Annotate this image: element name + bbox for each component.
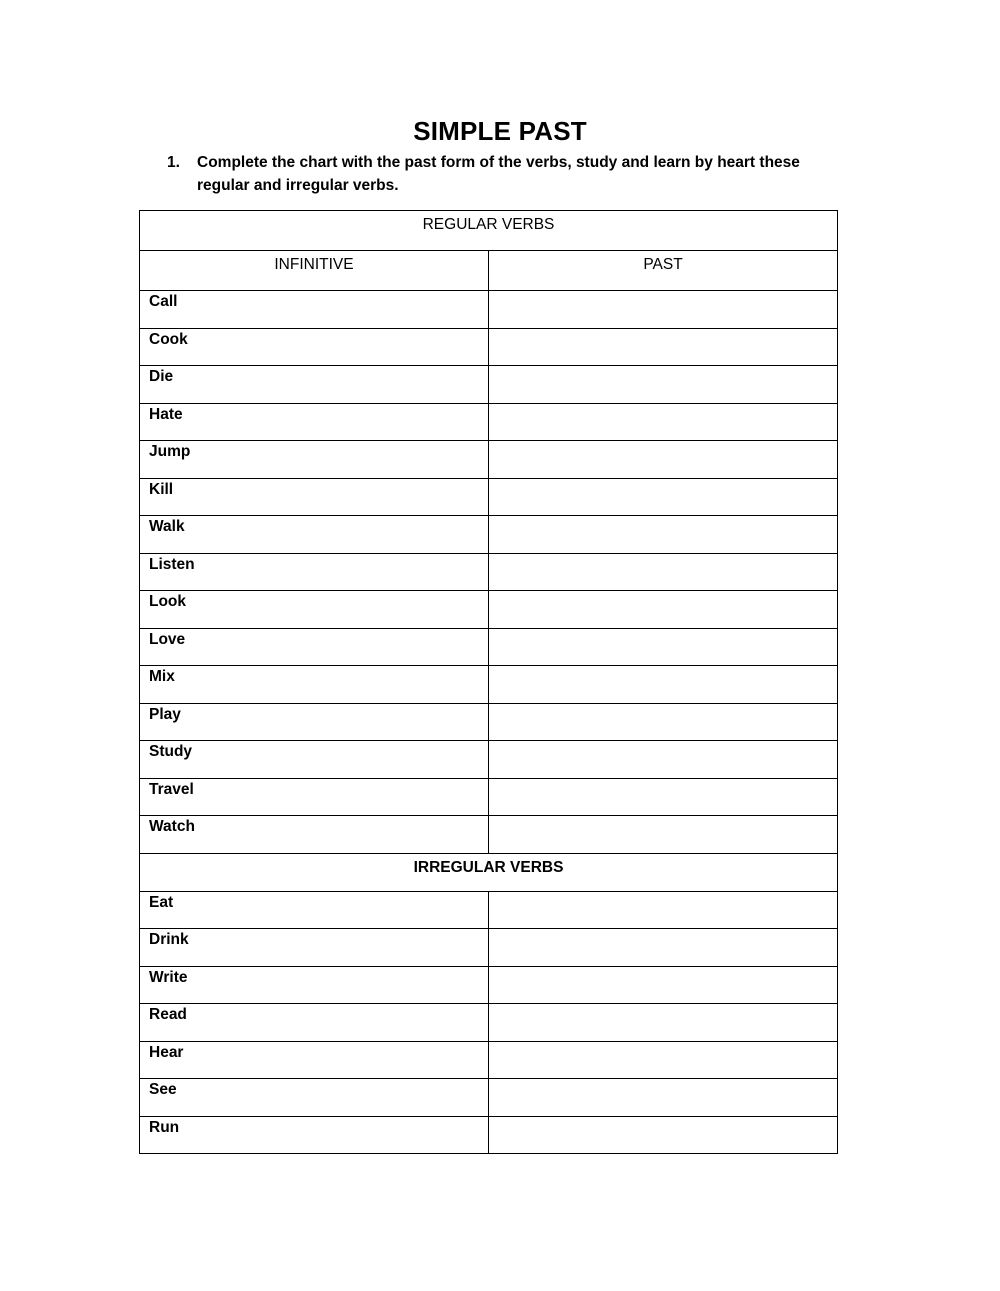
past-answer-cell[interactable] [489, 966, 838, 1004]
table-row [140, 703, 838, 741]
infinitive-cell: Die [140, 366, 489, 404]
infinitive-cell: Watch [140, 816, 489, 854]
past-answer-cell[interactable] [489, 478, 838, 516]
verb-chart [139, 210, 838, 1154]
infinitive-cell: Read [140, 1004, 489, 1042]
table-row [140, 591, 838, 629]
irregular-verbs-heading: IRREGULAR VERBS [140, 853, 838, 891]
past-answer-cell[interactable] [489, 516, 838, 554]
past-answer-cell[interactable] [489, 929, 838, 967]
table-row [140, 1079, 838, 1117]
past-answer-cell[interactable] [489, 291, 838, 329]
past-answer-cell[interactable] [489, 891, 838, 929]
table-row [140, 891, 838, 929]
infinitive-cell: Write [140, 966, 489, 1004]
past-answer-cell[interactable] [489, 816, 838, 854]
infinitive-cell: Look [140, 591, 489, 629]
table-row [140, 366, 838, 404]
infinitive-cell: Study [140, 741, 489, 779]
page-title: SIMPLE PAST [413, 116, 587, 146]
table-row [140, 628, 838, 666]
past-answer-cell[interactable] [489, 1079, 838, 1117]
table-row [140, 741, 838, 779]
instruction-text: Complete the chart with the past form of the verbs, study and learn by heart these regular and irregular verbs. [197, 154, 800, 194]
infinitive-cell: Cook [140, 328, 489, 366]
past-answer-cell[interactable] [489, 1116, 838, 1154]
table-row [140, 966, 838, 1004]
infinitive-cell: Play [140, 703, 489, 741]
past-answer-cell[interactable] [489, 366, 838, 404]
column-header-row [140, 251, 838, 291]
regular-heading-row [140, 211, 838, 251]
infinitive-cell: Kill [140, 478, 489, 516]
infinitive-cell: Call [140, 291, 489, 329]
infinitive-cell: Run [140, 1116, 489, 1154]
infinitive-cell: See [140, 1079, 489, 1117]
table-row [140, 816, 838, 854]
infinitive-cell: Mix [140, 666, 489, 704]
past-answer-cell[interactable] [489, 1041, 838, 1079]
table-row [140, 516, 838, 554]
table-row [140, 403, 838, 441]
instruction-number: 1. [167, 154, 180, 171]
regular-verbs-heading: REGULAR VERBS [140, 211, 838, 251]
infinitive-cell: Love [140, 628, 489, 666]
table-row [140, 328, 838, 366]
infinitive-cell: Listen [140, 553, 489, 591]
past-answer-cell[interactable] [489, 403, 838, 441]
past-answer-cell[interactable] [489, 628, 838, 666]
infinitive-cell: Hate [140, 403, 489, 441]
past-answer-cell[interactable] [489, 741, 838, 779]
past-answer-cell[interactable] [489, 328, 838, 366]
infinitive-cell: Walk [140, 516, 489, 554]
table-row [140, 666, 838, 704]
past-answer-cell[interactable] [489, 778, 838, 816]
past-answer-cell[interactable] [489, 441, 838, 479]
past-answer-cell[interactable] [489, 591, 838, 629]
table-row [140, 553, 838, 591]
infinitive-column-header: INFINITIVE [140, 251, 489, 291]
past-column-header: PAST [489, 251, 838, 291]
table-row [140, 778, 838, 816]
past-answer-cell[interactable] [489, 666, 838, 704]
table-row [140, 1116, 838, 1154]
infinitive-cell: Eat [140, 891, 489, 929]
past-answer-cell[interactable] [489, 1004, 838, 1042]
instruction [167, 151, 847, 197]
table-row [140, 478, 838, 516]
table-row [140, 291, 838, 329]
table-row [140, 1004, 838, 1042]
table-row [140, 1041, 838, 1079]
past-answer-cell[interactable] [489, 553, 838, 591]
infinitive-cell: Hear [140, 1041, 489, 1079]
table-row [140, 441, 838, 479]
infinitive-cell: Drink [140, 929, 489, 967]
infinitive-cell: Jump [140, 441, 489, 479]
table-row [140, 929, 838, 967]
irregular-heading-row [140, 853, 838, 891]
infinitive-cell: Travel [140, 778, 489, 816]
past-answer-cell[interactable] [489, 703, 838, 741]
